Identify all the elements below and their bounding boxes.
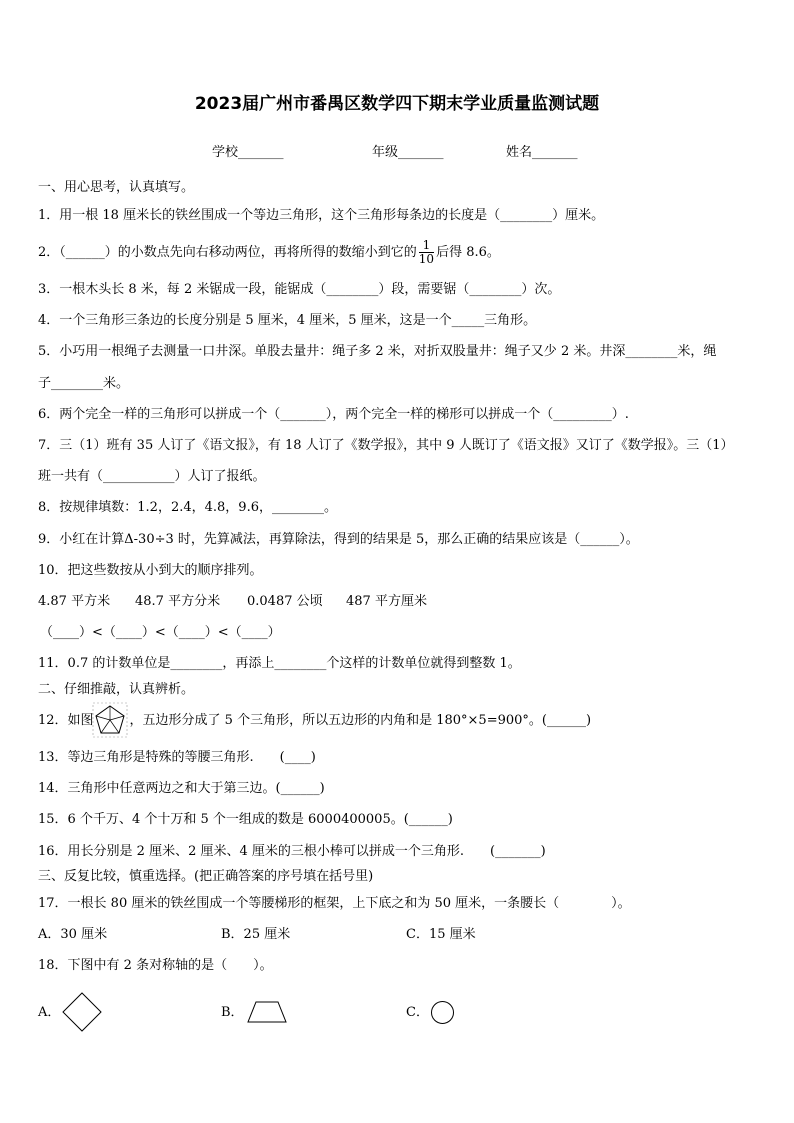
question-5-line-1: 5．小巧用一根绳子去测量一口井深。单股去量井：绳子多 2 米，对折双股量井：绳子又少 2 米。井深________米，绳	[38, 344, 717, 359]
question-14: 14．三角形中任意两边之和大于第三边。(______)	[38, 781, 325, 796]
diamond-icon	[62, 992, 102, 1032]
option-18-a: A．	[38, 1005, 61, 1020]
question-2-tail: 后得 8.6。	[436, 245, 500, 260]
option-17-c: C．15 厘米	[406, 927, 476, 942]
question-3: 3．一根木头长 8 米，每 2 米锯成一段，能锯成（________）段，需要锯（________）次。	[38, 282, 561, 297]
trapezoid-icon	[246, 1000, 288, 1024]
question-2-text: 2．（______）的小数点先向右移动两位，再将所得的数缩小到它的	[38, 245, 417, 260]
question-1: 1．用一根 18 厘米长的铁丝围成一个等边三角形，这个三角形每条边的长度是（________）厘米。	[38, 208, 605, 223]
option-18-b: B．	[221, 1005, 244, 1020]
question-4: 4．一个三角形三条边的长度分别是 5 厘米，4 厘米，5 厘米，这是一个_____三角形。	[38, 313, 537, 328]
question-13: 13．等边三角形是特殊的等腰三角形. (____)	[38, 750, 316, 765]
question-15: 15．6 个千万、4 个十万和 5 个一组成的数是 6000400005。(______)	[38, 812, 453, 827]
grade-field: 年级_______	[372, 145, 444, 160]
area-item-3: 0.0487 公顷	[247, 594, 323, 609]
option-17-a: A．30 厘米	[38, 927, 108, 942]
section-1-heading: 一、用心思考，认真填写。	[38, 180, 195, 195]
area-item-2: 48.7 平方分米	[135, 594, 221, 609]
fraction-denominator: 10	[418, 252, 435, 266]
section-3-heading: 三、反复比较，慎重选择。(把正确答案的序号填在括号里)	[38, 869, 374, 884]
fraction-one-tenth	[419, 239, 434, 266]
circle-icon	[430, 1000, 455, 1025]
area-item-4: 487 平方厘米	[346, 594, 427, 609]
question-12-tail: ，五边形分成了 5 个三角形，所以五边形的内角和是 180°×5=900°。(______)	[129, 713, 592, 728]
area-item-1: 4.87 平方米	[38, 594, 111, 609]
question-16: 16．用长分别是 2 厘米、2 厘米、4 厘米的三根小棒可以拼成一个三角形. (_______)	[38, 844, 546, 859]
question-17: 17．一根长 80 厘米的铁丝围成一个等腰梯形的框架，上下底之和为 50 厘米，一条腰长（ ）。	[38, 896, 631, 911]
school-field: 学校_______	[212, 145, 284, 160]
question-11: 11．0.7 的计数单位是________，再添上________个这样的计数单位就得到整数 1。	[38, 656, 521, 671]
name-field: 姓名_______	[506, 145, 578, 160]
question-10: 10．把这些数按从小到大的顺序排列。	[38, 563, 263, 578]
question-9: 9．小红在计算Δ-30÷3 时，先算减法，再算除法，得到的结果是 5，那么正确的结果应该是（______）。	[38, 532, 639, 547]
question-5-line-2: 子________米。	[38, 376, 130, 391]
question-12-text: 12．如图	[38, 713, 94, 728]
question-2	[38, 239, 500, 266]
section-2-heading: 二、仔细推敲，认真辨析。	[38, 682, 195, 697]
question-8: 8．按规律填数：1.2，2.4，4.8，9.6，________。	[38, 500, 337, 515]
option-18-c: C．	[406, 1005, 429, 1020]
question-6: 6．两个完全一样的三角形可以拼成一个（_______），两个完全一样的梯形可以拼成一个（_________）.	[38, 407, 629, 422]
fraction-numerator: 1	[419, 239, 434, 253]
option-17-b: B．25 厘米	[221, 927, 291, 942]
question-7-line-1: 7．三（1）班有 35 人订了《语文报》，有 18 人订了《数学报》，其中 9 人既订了《语文报》又订了《数学报》。三（1）	[38, 438, 734, 453]
question-18: 18．下图中有 2 条对称轴的是（ ）。	[38, 958, 273, 973]
question-7-line-2: 班一共有（___________）人订了报纸。	[38, 469, 266, 484]
pentagon-divided-icon	[92, 702, 128, 738]
page-title: 2023届广州市番禺区数学四下期末学业质量监测试题	[194, 94, 600, 114]
ordering-blanks: （____）<（____）<（____）<（____）	[40, 625, 281, 640]
